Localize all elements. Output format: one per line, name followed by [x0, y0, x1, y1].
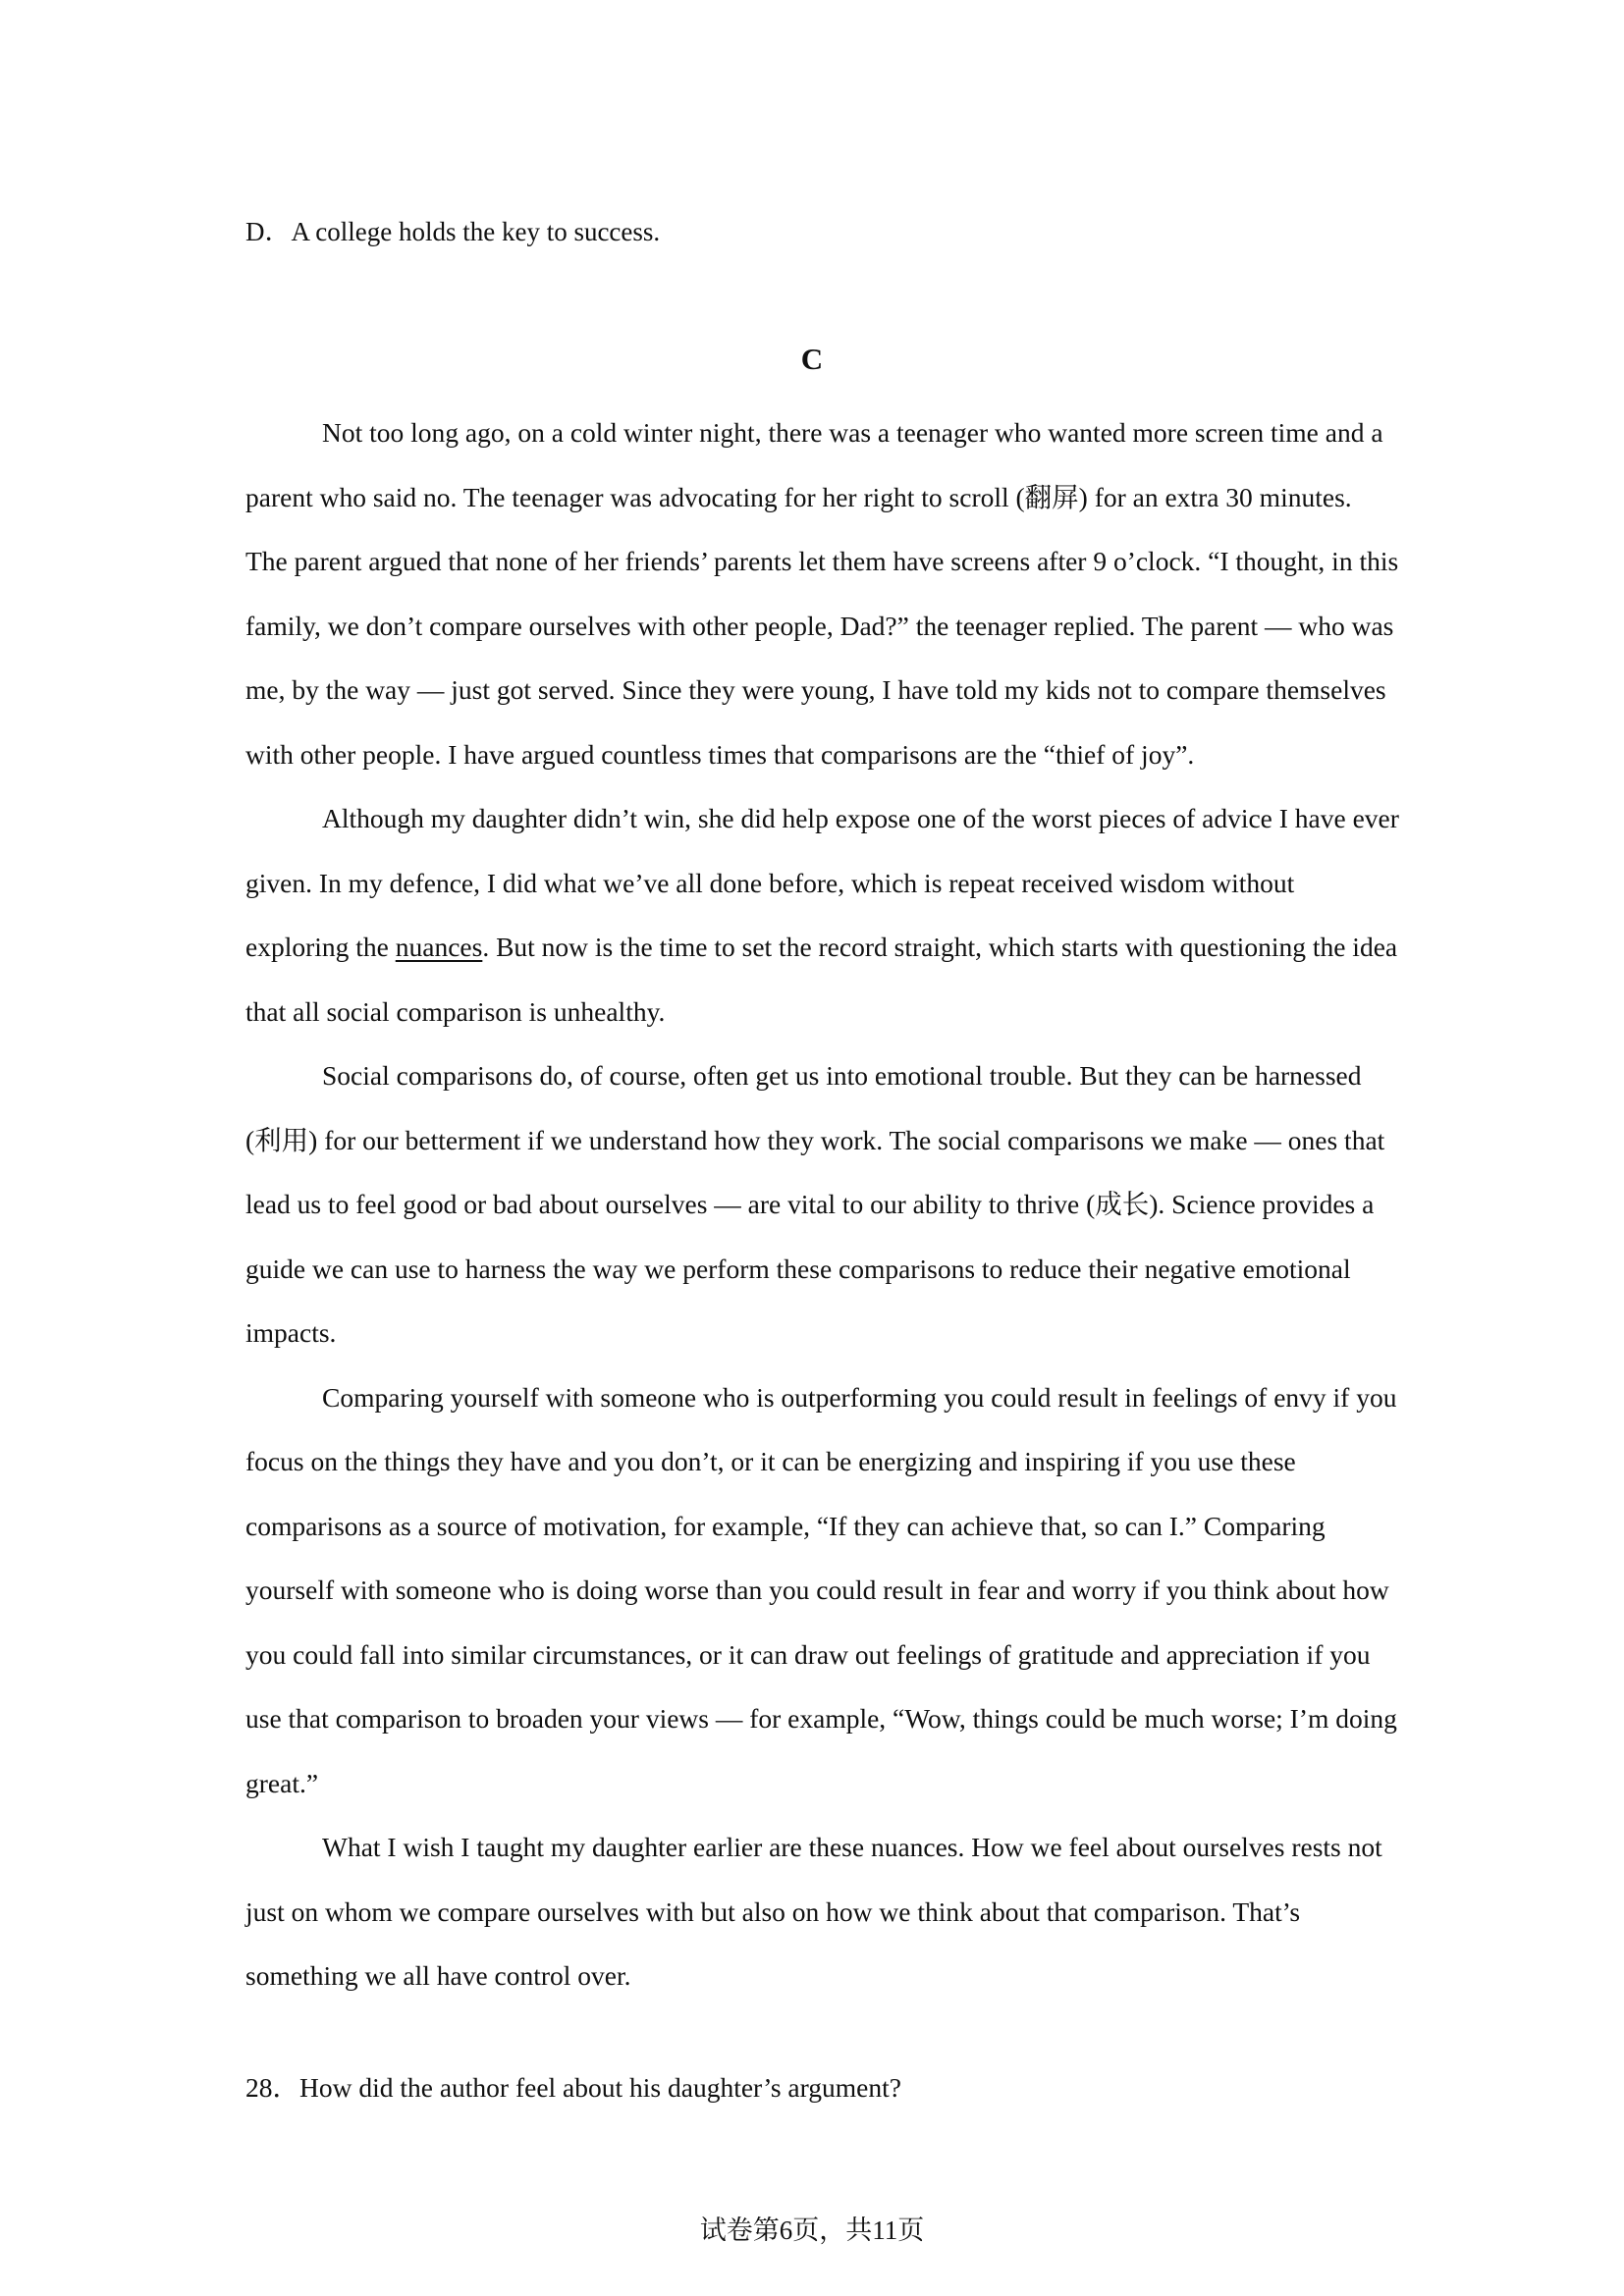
question-28: 28．How did the author feel about his daughter’s argument? — [245, 2072, 901, 2103]
paragraph-2-text-start: Although my daughter didn’t win, she did help expose one of the worst pieces of advice I have ever given. In my defence, I did what we’ve all done before, which is repeat received wisdom without exploring the — [245, 803, 1399, 962]
passage-paragraph-4: Comparing yourself with someone who is outperforming you could result in feelings of envy if you focus on the things they have and you don’t, or it can be energizing and inspiring if you use these comparisons as a source of motivation, for example, “If they can achieve that, so can I.” Comparing yourself with someone who is doing worse than you could result in fear and worry if you think about how you could fall into similar circumstances, or it can draw out feelings of gratitude and appreciation if you use that comparison to broaden your views — for example, “Wow, things could be much worse; I’m doing great.” — [245, 1381, 1397, 1798]
reading-passage — [245, 400, 1399, 2008]
passage-paragraph-5: What I wish I taught my daughter earlier are these nuances. How we feel about ourselves rests not just on whom we compare ourselves with but also on how we think about that comparison. That’s something we all have control over. — [245, 1832, 1382, 1991]
answer-option-d: D．A college holds the key to success. — [245, 217, 661, 246]
passage-paragraph-1: Not too long ago, on a cold winter night, there was a teenager who wanted more screen time and a parent who said no. The teenager was advocating for her right to scroll (翻屏) for an extra 30 minutes. The parent argued that none of her friends’ parents let them have screens after 9 o’clock. “I thought, in this family, we don’t compare ourselves with other people, Dad?” the teenager replied. The parent — who was me, by the way — just got served. Since they were young, I have told my kids not to compare themselves with other people. I have argued countless times that comparisons are the “thief of joy”. — [245, 417, 1399, 770]
passage-paragraph-2 — [245, 786, 1399, 1043]
underlined-word-nuances: nuances — [395, 932, 483, 962]
section-heading: C — [800, 342, 824, 376]
page-footer: 试卷第6页，共11页 — [699, 2216, 925, 2245]
passage-paragraph-3: Social comparisons do, of course, often get us into emotional trouble. But they can be harnessed (利用) for our betterment if we understand how they work. The social comparisons we make — ones that lead us to feel good or bad about ourselves — are vital to our ability to thrive (成长). Science provides a guide we can use to harness the way we perform these comparisons to reduce their negative emotional impacts. — [245, 1060, 1385, 1348]
paragraph-2-text-end: . But now is the time to set the record straight, which starts with questioning the idea that all social comparison is unhealthy. — [245, 932, 1398, 1027]
